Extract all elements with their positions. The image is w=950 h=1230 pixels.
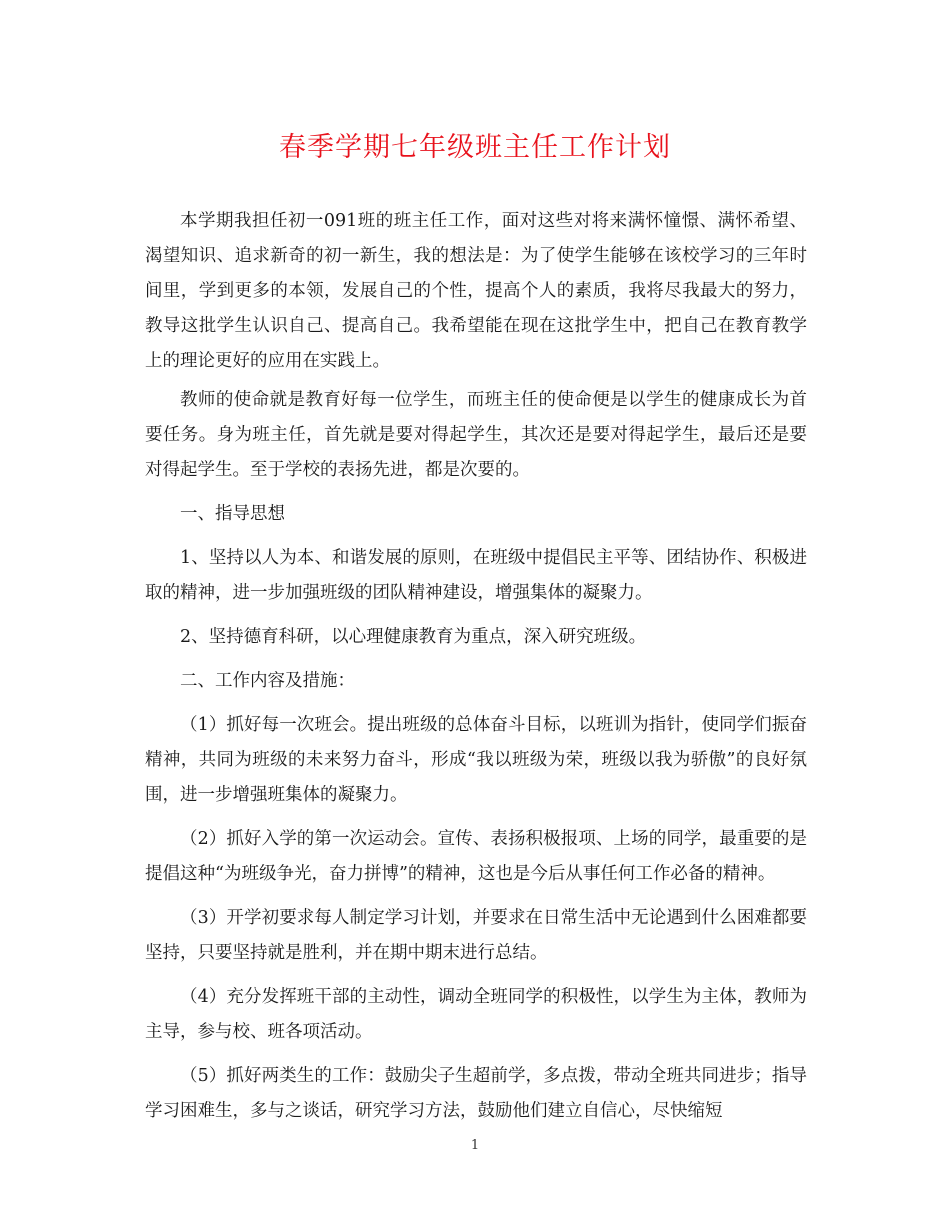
paragraph-measure-2: （2）抓好入学的第一次运动会。宣传、表扬积极报项、上场的同学，最重要的是提倡这种“为班级争光，奋力拼博”的精神，这也是今后从事任何工作必备的精神。 — [145, 829, 807, 884]
paragraph-intro: 本学期我担任初一091班的班主任工作，面对这些对将来满怀憧憬、满怀希望、渴望知识、追求新奇的初一新生，我的想法是：为了使学生能够在该校学习的三年时间里，学到更多的本领，发展自己的个性，提高个人的素质，我将尽我最大的努力，教导这批学生认识自己、提高自己。我希望能在现在这批学生中，把自己在教育教学上的理论更好的应用在实践上。 — [145, 211, 807, 371]
paragraph-measure-5: （5）抓好两类生的工作：鼓励尖子生超前学，多点拨，带动全班共同进步；指导学习困难生，多与之谈话，研究学习方法，鼓励他们建立自信心，尽快缩短 — [145, 1066, 807, 1121]
document-body — [145, 204, 807, 1138]
paragraph-measure-1: （1）抓好每一次班会。提出班级的总体奋斗目标，以班训为指针，使同学们振奋精神，共同为班级的未来努力奋斗，形成“我以班级为荣，班级以我为骄傲”的良好氛围，进一步增强班集体的凝聚力。 — [145, 715, 807, 805]
paragraph-mission: 教师的使命就是教育好每一位学生，而班主任的使命便是以学生的健康成长为首要任务。身为班主任，首先就是要对得起学生，其次还是要对得起学生，最后还是要对得起学生。至于学校的表扬先进，都是次要的。 — [145, 390, 807, 480]
section-heading-work-content: 二、工作内容及措施： — [180, 671, 355, 691]
paragraph-measure-3: （3）开学初要求每人制定学习计划，并要求在日常生活中无论遇到什么困难都要坚持，只要坚持就是胜利，并在期中期末进行总结。 — [145, 908, 807, 963]
paragraph-guiding-point-1: 1、坚持以人为本、和谐发展的原则，在班级中提倡民主平等、团结协作、积极进取的精神，进一步加强班级的团队精神建设，增强集体的凝聚力。 — [145, 548, 807, 603]
section-heading-guiding-thought: 一、指导思想 — [180, 504, 285, 524]
document-title: 春季学期七年级班主任工作计划 — [279, 132, 671, 163]
paragraph-guiding-point-2: 2、坚持德育科研，以心理健康教育为重点，深入研究班级。 — [180, 627, 647, 647]
page-number: 1 — [470, 1138, 480, 1153]
paragraph-measure-4: （4）充分发挥班干部的主动性，调动全班同学的积极性，以学生为主体，教师为主导，参与校、班各项活动。 — [145, 987, 807, 1042]
